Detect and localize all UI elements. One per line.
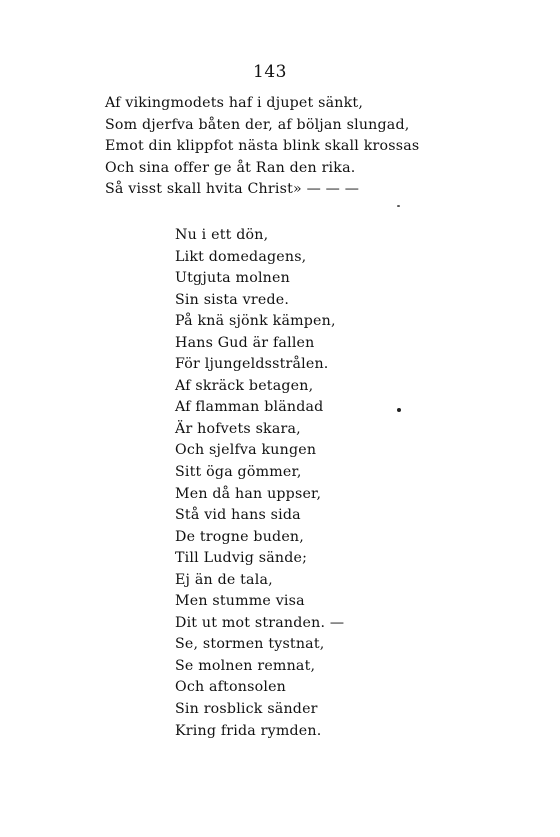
verse-line: Utgjuta molnen	[175, 270, 290, 287]
verse-line: Se, stormen tystnat,	[175, 636, 325, 653]
verse-line: Sin rosblick sänder	[175, 701, 318, 718]
stanza-second	[175, 225, 344, 742]
verse-line: De trogne buden,	[175, 528, 304, 545]
verse-line: Som djerfva båten der, af böljan slungad,	[105, 116, 410, 133]
verse-line: Hans Gud är fallen	[175, 334, 315, 351]
verse-line: Se molnen remnat,	[175, 657, 316, 674]
verse-line: För ljungeldsstrålen.	[175, 356, 329, 373]
verse-line: Sitt öga gömmer,	[175, 464, 302, 481]
page-number: 143	[253, 62, 287, 82]
verse-line: Och aftonsolen	[175, 679, 287, 696]
verse-line: Af flamman bländad	[175, 399, 324, 416]
verse-line: Sin sista vrede.	[175, 291, 290, 308]
verse-line: Af vikingmodets haf i djupet sänkt,	[105, 95, 364, 111]
verse-line: Emot din klippfot nästa blink skall krossas	[105, 138, 420, 154]
verse-line: På knä sjönk kämpen,	[175, 313, 336, 330]
verse-line: Nu i ett dön,	[175, 227, 269, 243]
verse-line: Ej än de tala,	[175, 571, 273, 588]
print-speck	[397, 408, 401, 412]
verse-line: Men då han uppser,	[175, 485, 322, 502]
verse-line: Likt domedagens,	[175, 248, 307, 265]
stanza-first	[105, 93, 419, 201]
verse-line: Dit ut mot stranden. —	[175, 614, 345, 631]
verse-line: Men stumme visa	[175, 593, 305, 610]
verse-line: Till Ludvig sände;	[175, 550, 308, 567]
verse-line: Så visst skall hvita Christ» — — —	[105, 181, 360, 197]
print-speck	[397, 205, 400, 207]
verse-line: Och sjelfva kungen	[175, 442, 317, 459]
verse-line: Och sina offer ge åt Ran den rika.	[105, 159, 356, 176]
verse-line: Kring frida rymden.	[175, 722, 322, 739]
verse-line: Stå vid hans sida	[175, 507, 301, 524]
verse-line: Är hofvets skara,	[175, 420, 301, 437]
verse-line: Af skräck betagen,	[175, 377, 314, 394]
